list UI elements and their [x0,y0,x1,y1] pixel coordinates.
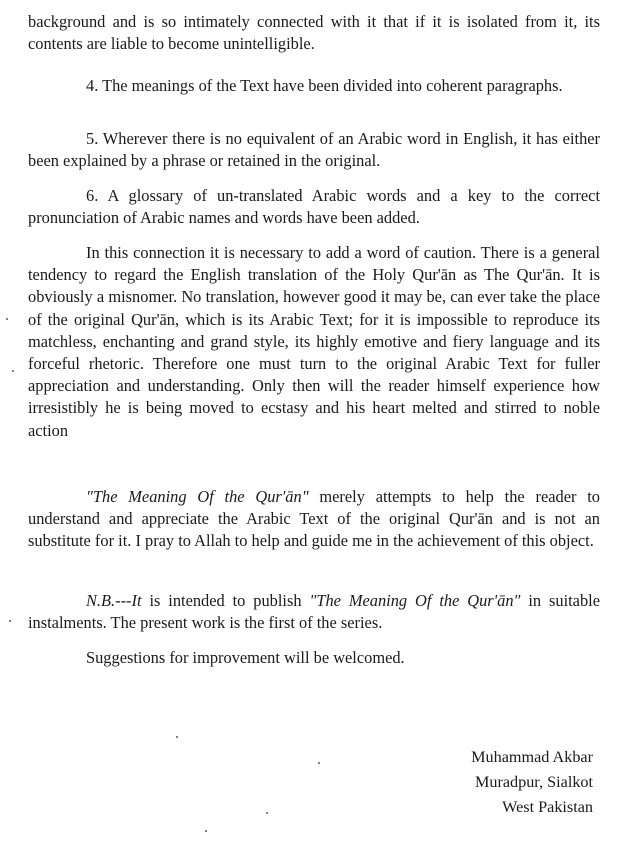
paragraph-caution: In this connection it is necessary to add a word of caution. There is a general tendency to regard the English translation of the Holy Qur'ān as The Qur'ān. It is obviously a misnomer. No translation, however good it may be, can ever take the place of the original Qur'ān, which is its Arabic Text; for it is impossible to reproduce its matchless, enchanting and grand style, its highly emotive and fiery language and its forceful rhetoric. Therefore one must turn to the original Arabic Text for fuller appreciation and understanding. Only then will the reader himself experience how irresistibly he is being moved to ecstasy and his heart melted and stirred to noble action [28,243,600,440]
scan-speck [9,620,11,622]
signature-place: Muradpur, Sialkot [474,773,593,791]
paragraph-nb-text: is intended to publish [141,591,310,610]
paragraph-suggestions: Suggestions for improvement will be welcomed. [86,648,405,667]
book-title-italic: "The Meaning Of the Qur'ān" [86,487,309,506]
scan-speck [12,370,14,372]
paragraph-meaning-text: merely attempts to help the reader to understand and appreciate the Arabic Text of the original Qur'ān and is not an substitute for it. I pray to Allah to help and guide me in the achievement of this object. [28,487,600,551]
scan-speck [6,318,8,320]
scan-speck [266,812,268,814]
paragraph-point-4: 4. The meanings of the Text have been divided into coherent paragraphs. [86,76,563,95]
paragraph-point-5: 5. Wherever there is no equivalent of an Arabic word in English, it has either been explained by a phrase or retained in the original. [28,129,600,171]
paragraph-point-6: 6. A glossary of un-translated Arabic words and a key to the correct pronunciation of Arabic names and words have been added. [28,186,600,228]
scan-speck [318,762,320,764]
signature-name: Muhammad Akbar [471,748,593,766]
paragraph-nb [28,590,600,634]
scan-speck [205,830,207,832]
nb-label: N.B.---It [86,591,142,610]
paragraph-meaning [28,486,600,553]
book-title-italic-nb: "The Meaning Of the Qur'ān" [309,591,521,610]
paragraph-continuation: background and is so intimately connected with it that if it is isolated from it, its contents are liable to become unintelligible. [28,12,600,54]
signature-region: West Pakistan [502,798,593,816]
paragraph-nb-rest: in suitable instalments. The present work is the first of the series. [28,591,600,633]
signature-block [471,745,593,820]
scan-speck [176,736,178,738]
